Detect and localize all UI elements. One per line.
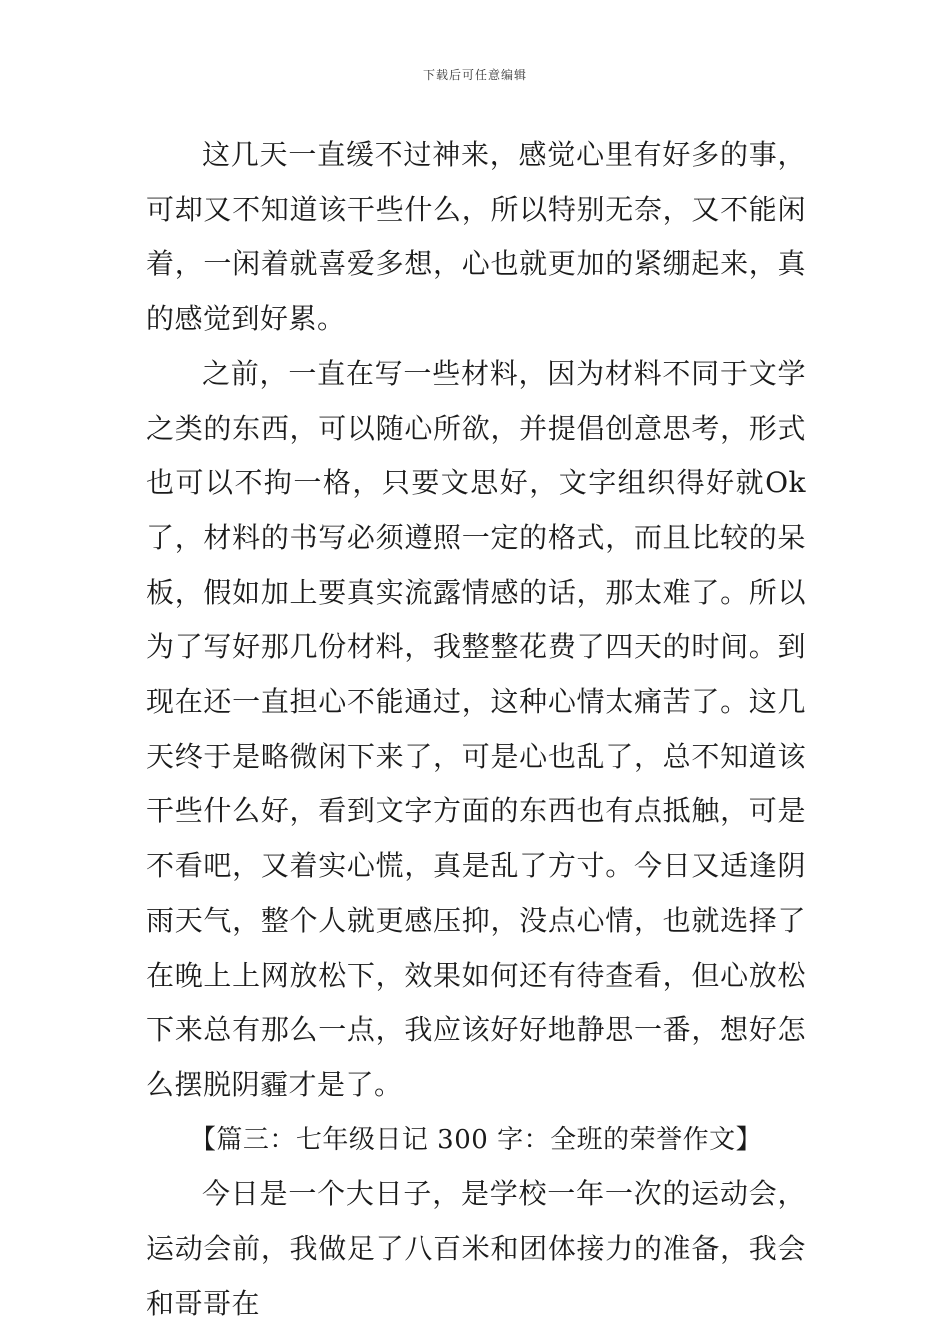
paragraph-3: 今日是一个大日子，是学校一年一次的运动会，运动会前，我做足了八百米和团体接力的准备，我会和哥哥在 bbox=[146, 1177, 806, 1320]
document-body bbox=[146, 128, 806, 1331]
paragraph-1: 这几天一直缓不过神来，感觉心里有好多的事，可却又不知道该干些什么，所以特别无奈，又不能闲着，一闲着就喜爱多想，心也就更加的紧绷起来，真的感觉到好累。 bbox=[146, 138, 806, 336]
paragraph-2: 之前，一直在写一些材料，因为材料不同于文学之类的东西，可以随心所欲，并提倡创意思考，形式也可以不拘一格，只要文思好，文字组织得好就Ok了，材料的书写必须遵照一定的格式，而且比较的呆板，假如加上要真实流露情感的话，那太难了。所以为了写好那几份材料，我整整花费了四天的时间。到现在还一直担心不能通过，这种心情太痛苦了。这几天终于是略微闲下来了，可是心也乱了，总不知道该干些什么好，看到文字方面的东西也有点抵触，可是不看吧，又着实心慌，真是乱了方寸。今日又适逢阴雨天气，整个人就更感压抑，没点心情，也就选择了在晚上上网放松下，效果如何还有待查看，但心放松下来总有那么一点，我应该好好地静思一番，想好怎么摆脱阴霾才是了。 bbox=[146, 356, 806, 1101]
header-note: 下载后可任意编辑 bbox=[422, 68, 527, 82]
section-heading: 【篇三：七年级日记 300 字：全班的荣誉作文】 bbox=[189, 1124, 763, 1155]
